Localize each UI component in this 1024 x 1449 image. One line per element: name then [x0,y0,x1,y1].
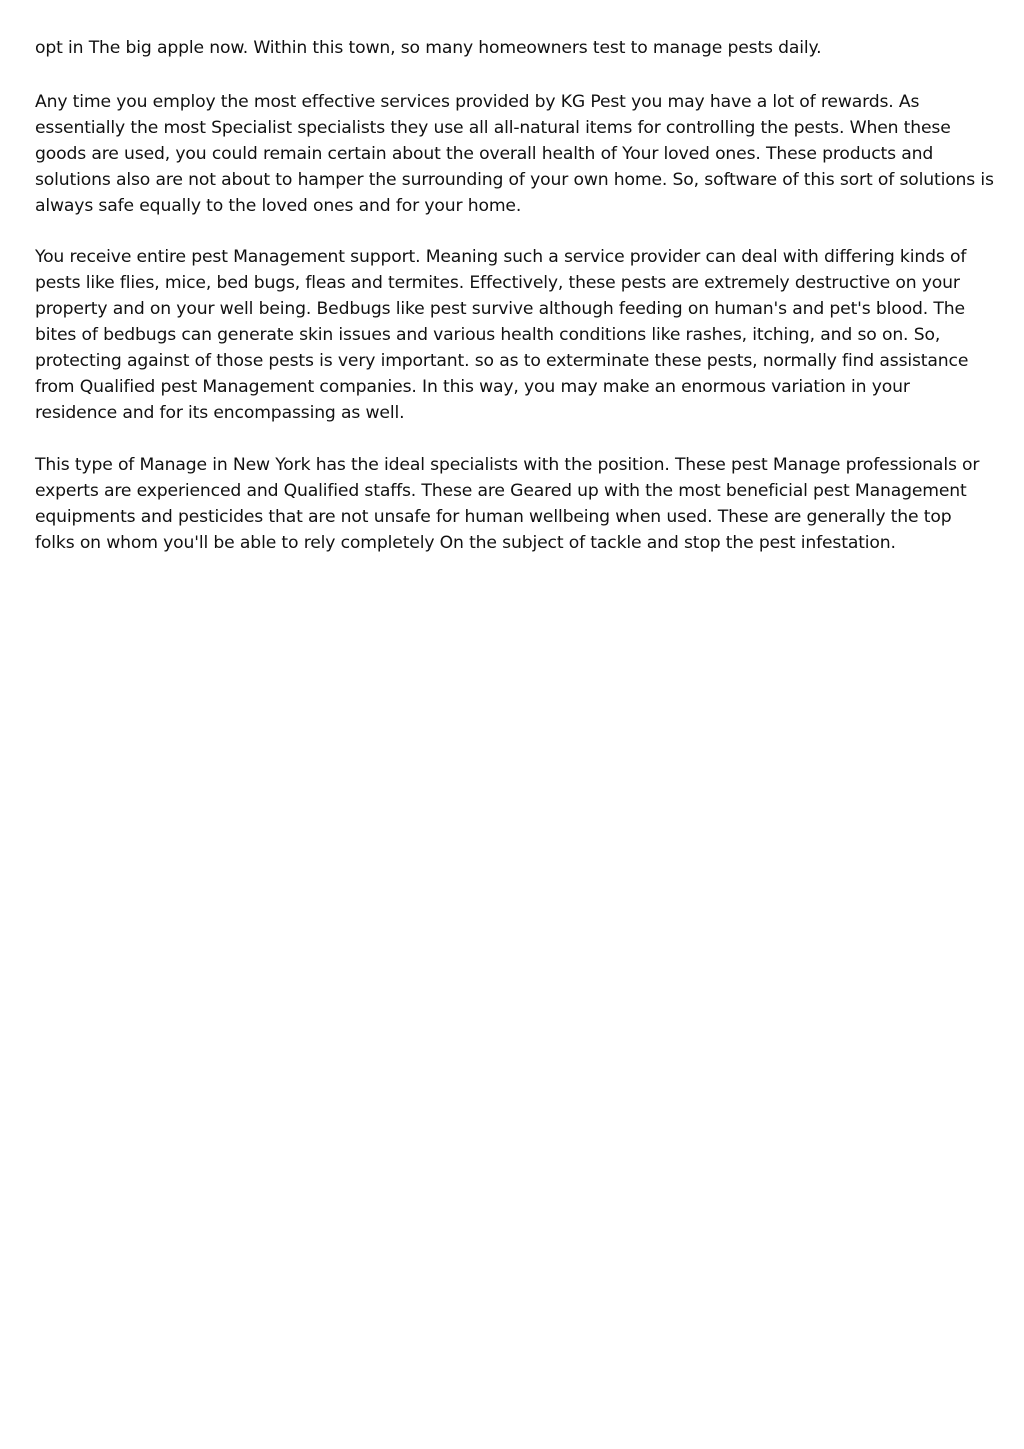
paragraph-specialists: This type of Manage in New York has the ideal specialists with the position. These pest Manage professionals or experts are experienced and Qualified staffs. These are Geared up with the most beneficial pest Management equipments and pesticides that are not unsafe for human wellbeing when used. These are generally the top folks on whom you'll be able to rely completely On the subject of tackle and stop the pest infestation. [35,454,980,553]
paragraph-benefits: Any time you employ the most effective services provided by KG Pest you may have a lot of rewards. As essentially the most Specialist specialists they use all all-natural items for controlling the pests. When these goods are used, you could remain certain about the overall health of Your loved ones. These products and solutions also are not about to hamper the surrounding of your own home. So, software of this sort of solutions is always safe equally to the loved ones and for your home. [35,91,994,216]
paragraph-pest-support: You receive entire pest Management support. Meaning such a service provider can deal with differing kinds of pests like flies, mice, bed bugs, fleas and termites. Effectively, these pests are extremely destructive on your property and on your well being. Bedbugs like pest survive although feeding on human's and pet's blood. The bites of bedbugs can generate skin issues and various health conditions like rashes, itching, and so on. So, protecting against of those pests is very important. so as to exterminate these pests, normally find assistance from Qualified pest Management companies. In this way, you may make an enormous variation in your residence and for its encompassing as well. [35,247,969,423]
paragraph-intro: opt in The big apple now. Within this town, so many homeowners test to manage pests daily. [35,38,822,58]
